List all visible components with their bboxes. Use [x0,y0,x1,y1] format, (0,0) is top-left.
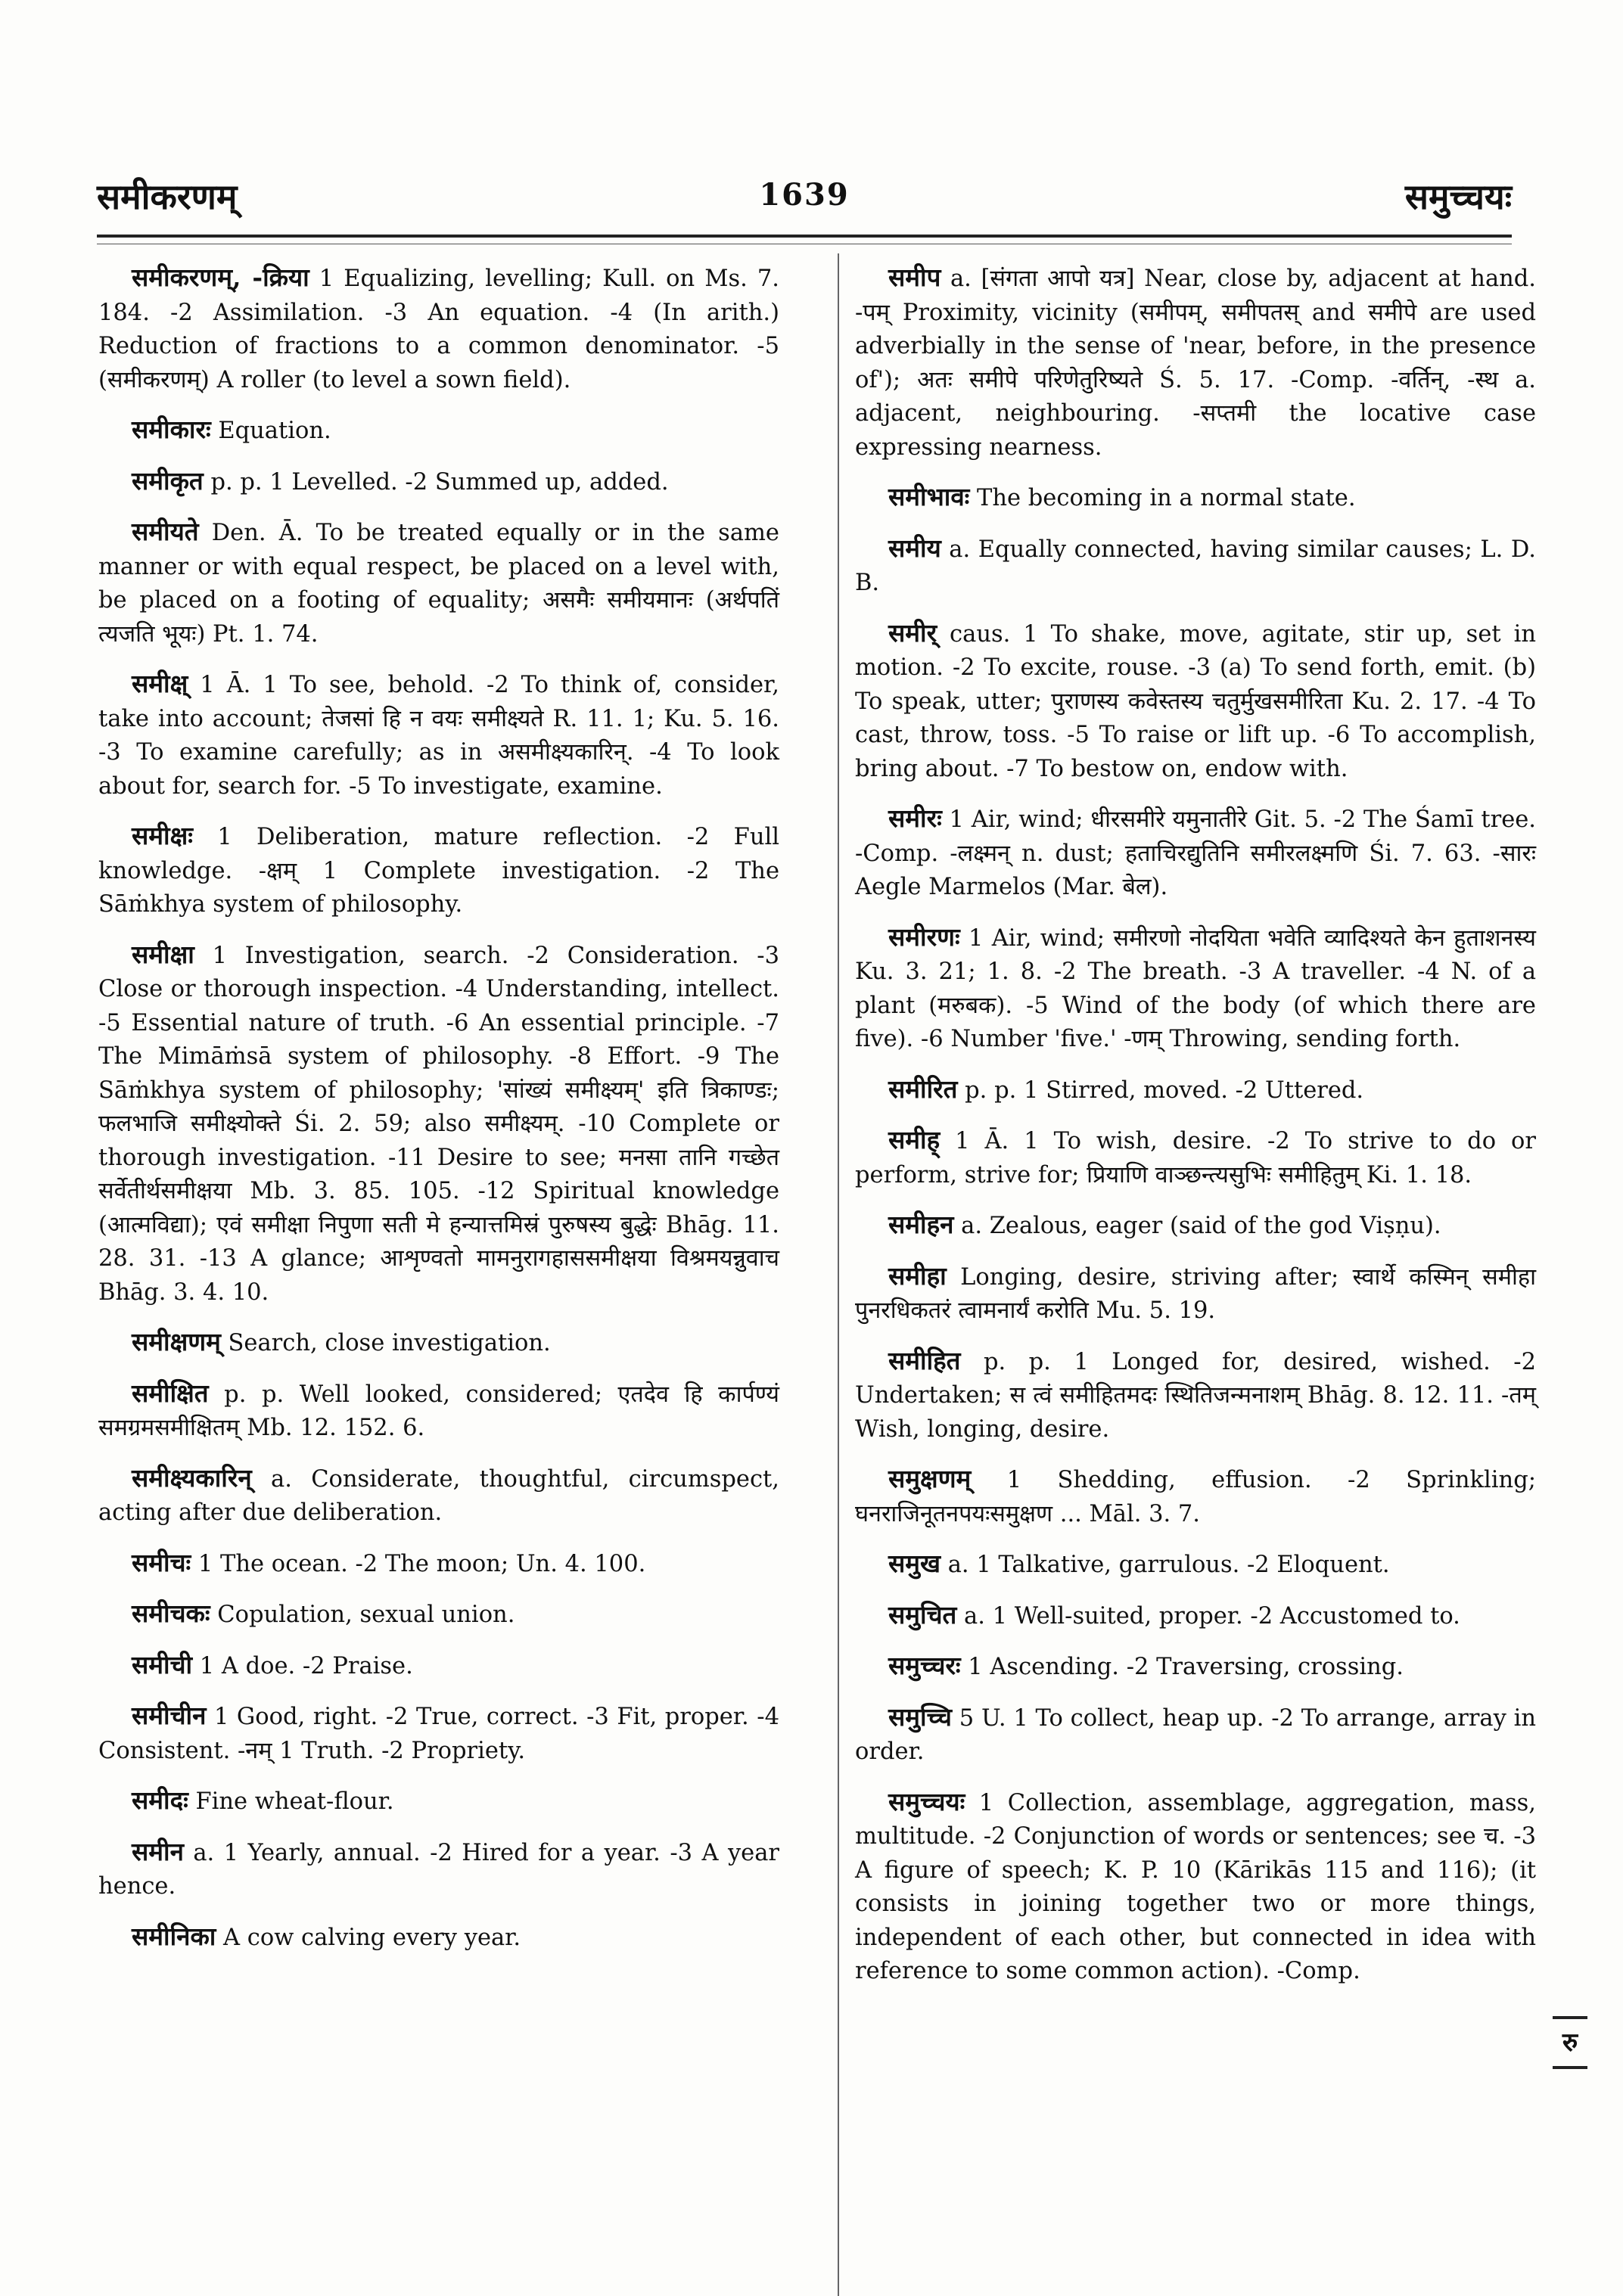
dictionary-entry [855,1260,1536,1328]
entry-definition: 1 Shedding, effusion. -2 Sprinkling; घनराजिनूतनपयःसमुक्षण ... Māl. 3. 7. [855,1467,1536,1527]
entry-definition: 1 Air, wind; समीरणो नोदयिता भवेति व्यादिश्यते केन हुताशनस्य Ku. 3. 21; 1. 8. -2 The breath. -3 A traveller. -4 N. of a plant (मरुबक). -5 Wind of the body (of which there are five). -6 Number 'five.' -णम् Throwing, sending forth. [855,924,1536,1052]
entry-headword: समीभावः [888,482,970,511]
dictionary-entry [855,1344,1536,1447]
entry-headword: समुख [888,1549,941,1578]
dictionary-entry [855,261,1536,464]
dictionary-entry [855,1073,1536,1108]
entry-headword: समीक्षित [132,1378,209,1408]
entry-headword: समीक्षा [132,939,194,969]
entry-definition: 1 Ā. 1 To wish, desire. -2 To strive to do or perform, strive for; प्रियाणि वाञ्छन्त्यसुभिः समीहितुम् Ki. 1. 18. [855,1128,1536,1188]
dictionary-entry [98,1546,779,1582]
dictionary-entry [855,1208,1536,1244]
dictionary-entry [855,802,1536,905]
right-column [855,261,1536,2005]
dictionary-entry [98,819,779,922]
entry-headword: समीर् [888,617,937,648]
dictionary-entry [855,617,1536,787]
dictionary-entry [855,1547,1536,1583]
entry-definition: 1 Air, wind; धीरसमीरे यमुनातीरे Git. 5. -2 The Śamī tree. -Comp. -लक्ष्मन् n. dust; हताचिरद्युतिनि समीरलक्ष्मणि Śi. 7. 63. -सारः Aegle Marmelos (Mar. बेल). [855,806,1536,900]
entry-headword: समुक्षणम् [888,1464,972,1493]
dictionary-entry [855,1462,1536,1531]
entry-headword: समीचकः [132,1599,210,1628]
entry-headword: समीय [888,533,941,563]
entry-headword: समीक्ष् [132,669,188,698]
dictionary-entry [98,1784,779,1819]
entry-definition: A cow calving every year. [216,1924,521,1951]
entry-definition: Longing, desire, striving after; स्वार्थे कस्मिन् समीहा पुनरधिकतरं त्वामनार्यं करोति Mu. 5. 19. [855,1263,1536,1324]
entry-definition: Copulation, sexual union. [210,1602,515,1628]
entry-definition: a. 1 Talkative, garrulous. -2 Eloquent. [941,1552,1390,1578]
entry-definition: Search, close investigation. [220,1330,551,1356]
dictionary-entry [98,464,779,500]
entry-headword: समीप [888,263,941,292]
entry-headword: समीरणः [888,921,960,952]
column-divider [838,253,839,2296]
entry-headword: समीचीन [132,1701,207,1730]
entry-definition: p. p. 1 Levelled. -2 Summed up, added. [203,468,669,496]
dictionary-entry [98,1835,779,1904]
header-rule-thick [97,235,1512,238]
entry-definition: 1 Deliberation, mature reflection. -2 Full knowledge. -क्षम् 1 Complete investigation. -2 The Sāṁkhya system of philosophy. [98,824,779,918]
entry-headword: समीहन [888,1210,954,1239]
entry-definition: 1 Ā. 1 To see, behold. -2 To think of, consider, take into account; तेजसां हि न वयः समीक्ष्यते R. 11. 1; Ku. 5. 16. -3 To examine carefully; as in असमीक्ष्यकारिन्. -4 To look about for, search for. -5 To investigate, examine. [98,672,779,800]
dictionary-entry [98,1920,779,1956]
entry-definition: caus. 1 To shake, move, agitate, stir up, set in motion. -2 To excite, rouse. -3 (a) To send forth, emit. (b) To speak, utter; पुराणस्य कवेस्तस्य चतुर्मुखसमीरिता Ku. 2. 17. -4 To cast, throw, toss. -5 To raise or lift up. -6 To accomplish, bring about. -7 To bestow on, endow with. [855,620,1536,782]
entry-definition: p. p. Well looked, considered; एतदेव हि कार्पण्यं समग्रमसमीक्षितम् Mb. 12. 152. 6. [98,1381,779,1441]
left-column [98,261,779,1971]
entry-definition: 1 Equalizing, levelling; Kull. on Ms. 7. 184. -2 Assimilation. -3 An equation. -4 (In arith.) Reduction of fractions to a common denominator. -5 (समीकरणम्) A roller (to level a sown field). [98,266,779,393]
dictionary-entry [98,261,779,397]
dictionary-entry [98,1699,779,1768]
entry-headword: समीचः [132,1547,191,1577]
dictionary-entry [855,480,1536,516]
entry-definition: 1 A doe. -2 Praise. [192,1652,413,1679]
dictionary-entry [98,667,779,803]
entry-headword: समीहित [888,1345,961,1375]
dictionary-entry [98,1648,779,1684]
entry-definition: a. Equally connected, having similar causes; L. D. B. [855,536,1536,596]
entry-headword: समीकरणम्, -क्रिया [132,263,309,292]
dictionary-entry [98,1462,779,1530]
entry-definition: 1 Investigation, search. -2 Consideration. -3 Close or thorough inspection. -4 Understanding, intellect. -5 Essential nature of truth. -6 An essential principle. -7 The Mimāṁsā system of philosophy. -8 Effort. -9 The Sāṁkhya system of philosophy; 'सांख्यं समीक्ष्यम्' इति त्रिकाण्डः; फलभाजि समीक्ष्योक्ते Śi. 2. 59; also समीक्ष्यम्. -10 Complete or thorough investigation. -11 Desire to see; मनसा तानि गच्छेत सर्वेतीर्थसमीक्षया Mb. 3. 85. 105. -12 Spiritual knowledge (आत्मविद्या); एवं समीक्षा निपुणा सती मे हन्यात्तमिस्रं पुरुषस्य बुद्धेः Bhāg. 11. 28. 31. -13 A glance; आशृण्वतो मामनुरागहाससमीक्षया विश्रमयन्नुवाच Bhāg. 3. 4. 10. [98,942,779,1306]
entry-definition: a. 1 Yearly, annual. -2 Hired for a year. -3 A year hence. [98,1839,779,1900]
dictionary-entry [98,413,779,449]
dictionary-entry [855,532,1536,601]
entry-headword: समीयते [132,517,199,546]
entry-definition: Den. Ā. To be treated equally or in the same manner or with equal respect, be placed on a level with, be placed on a footing of equality; असमैः समीयमानः (अर्थपतिं त्यजति भूयः) Pt. 1. 74. [98,520,779,648]
dictionary-entry [98,938,779,1310]
entry-headword: समीकृत [132,465,204,496]
dictionary-entry [855,1599,1536,1634]
entry-headword: समुच्चयः [888,1786,965,1816]
entry-headword: समुच्चि [888,1701,952,1732]
entry-definition: The becoming in a normal state. [969,485,1356,511]
entry-definition: 5 U. 1 To collect, heap up. -2 To arrange, array in order. [855,1704,1536,1765]
entry-headword: समीहा [888,1260,947,1291]
entry-definition: 1 Ascending. -2 Traversing, crossing. [960,1654,1404,1680]
entry-headword: समीनिका [132,1921,216,1951]
entry-definition: Equation. [210,418,331,444]
side-thumb-index-mark: रु [1553,2016,1587,2069]
dictionary-entry [98,1377,779,1446]
entry-headword: समीक्ष्यकारिन् [132,1462,252,1493]
right-running-headword: समुच्चयः [1404,176,1512,217]
entry-definition: a. 1 Well-suited, proper. -2 Accustomed to. [956,1602,1460,1630]
dictionary-entry [98,1325,779,1361]
entry-headword: समीरित [888,1073,958,1104]
entry-headword: समीन [132,1836,184,1866]
dictionary-entry [855,921,1536,1057]
entry-definition: 1 The ocean. -2 The moon; Un. 4. 100. [191,1550,646,1577]
dictionary-entry [98,1597,779,1633]
entry-definition: 1 Good, right. -2 True, correct. -3 Fit, proper. -4 Consistent. -नम् 1 Truth. -2 Propriety. [98,1704,779,1764]
entry-headword: समीची [132,1649,193,1679]
entry-definition: a. [संगता आपो यत्र] Near, close by, adjacent at hand. -पम् Proximity, vicinity (समीपम्, समीपतस् and समीपे are used adverbially in the sense of 'near, before, in the presence of'); अतः समीपे परिणेतुरिष्यते Ś. 5. 17. -Comp. -वर्तिन्, -स्थ a. adjacent, neighbouring. -सप्तमी the locative case expressing nearness. [855,266,1536,461]
dictionary-entry [98,515,779,651]
entry-headword: समुचित [888,1599,957,1630]
entry-headword: समीकारः [132,415,211,444]
page-number: 1639 [759,177,850,213]
entry-headword: समीह् [888,1125,941,1154]
dictionary-entry [855,1649,1536,1685]
entry-definition: a. Zealous, eager (said of the god Viṣṇu). [953,1213,1441,1239]
dictionary-entry [855,1785,1536,1989]
entry-headword: समीदः [132,1785,188,1815]
dictionary-entry [855,1701,1536,1769]
page-header [97,172,1512,225]
entry-headword: समीक्षः [132,821,193,850]
entry-headword: समुच्चरः [888,1651,961,1680]
entry-definition: p. p. 1 Stirred, moved. -2 Uttered. [957,1077,1364,1104]
entry-definition: Fine wheat-flour. [188,1788,394,1815]
left-running-headword: समीकरणम् [97,176,238,217]
dictionary-entry [855,1123,1536,1192]
entry-definition: 1 Collection, assemblage, aggregation, mass, multitude. -2 Conjunction of words or sentences; see च. -3 A figure of speech; K. P. 10 (Kārikās 115 and 116); (it consists in joining together two or more things, independent of each other, but connected in idea with reference to some common action). -Comp. [855,1789,1536,1984]
entry-definition: p. p. 1 Longed for, desired, wished. -2 Undertaken; स त्वं समीहितमदः स्थितिजन्मनाशम् Bhāg. 8. 12. 11. -तम् Wish, longing, desire. [855,1348,1536,1443]
entry-definition: a. Considerate, thoughtful, circumspect, acting after due deliberation. [98,1465,779,1526]
entry-headword: समीरः [888,803,942,833]
entry-headword: समीक्षणम् [132,1327,221,1356]
